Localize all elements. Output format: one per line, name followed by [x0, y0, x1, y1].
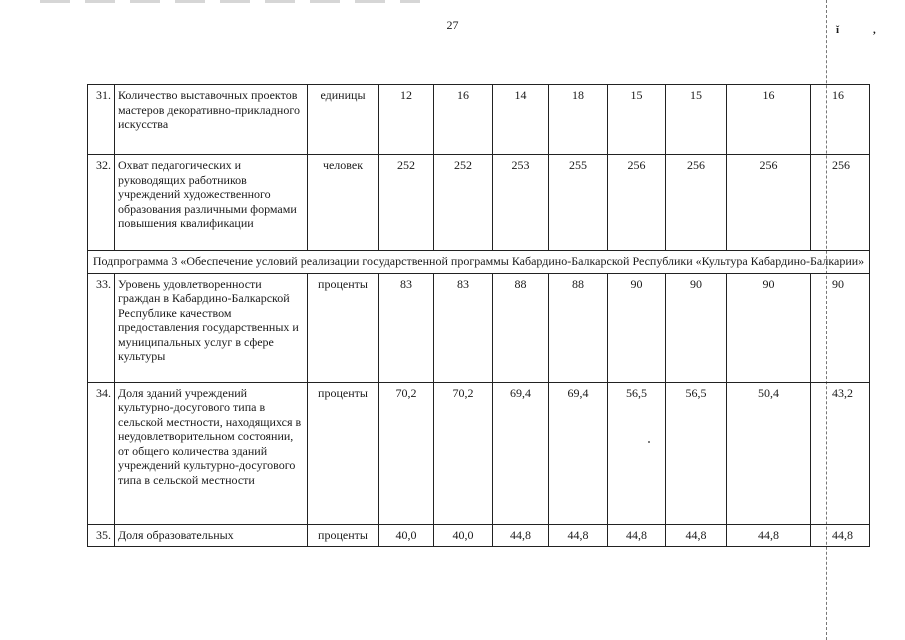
value-cell: 15 [608, 85, 666, 155]
value-cell: 90 [666, 273, 727, 382]
subprogram-heading: Подпрограмма 3 «Обеспечение условий реализации государственной программы Кабардино-Балкарской Республики «Культура Кабардино-Балкарии» [88, 251, 870, 274]
value-cell: 12 [379, 85, 434, 155]
value-cell: 14 [493, 85, 549, 155]
value-cell: 40,0 [434, 524, 493, 547]
row-number: 33. [88, 273, 115, 382]
corner-mark: ǐ [836, 24, 840, 36]
value-cell: 70,2 [434, 382, 493, 524]
value-cell: 18 [549, 85, 608, 155]
value-cell: 44,8 [727, 524, 811, 547]
value-cell: 253 [493, 155, 549, 251]
unit-cell: единицы [308, 85, 379, 155]
value-cell: 256 [666, 155, 727, 251]
value-cell: 69,4 [549, 382, 608, 524]
value-cell: 50,4 [727, 382, 811, 524]
value-cell: 15 [666, 85, 727, 155]
value-cell: 69,4 [493, 382, 549, 524]
value-cell: 88 [493, 273, 549, 382]
corner-mark: , [873, 24, 876, 36]
indicator-name: Количество выставочных проектов мастеров декоративно-прикладного искусства [115, 85, 308, 155]
value-cell: 40,0 [379, 524, 434, 547]
unit-cell: человек [308, 155, 379, 251]
value-cell: 90 [811, 273, 870, 382]
indicator-name: Доля зданий учреждений культурно-досугового типа в сельской местности, находящихся в неудовлетворительном состоянии, от общего количества зданий учреждений культурно-досугового типа в сельской местности [115, 382, 308, 524]
value-cell: 56,5 [608, 382, 666, 524]
scan-artifact [40, 0, 420, 3]
value-cell: 16 [811, 85, 870, 155]
value-cell: 44,8 [811, 524, 870, 547]
value-cell: 43,2 [811, 382, 870, 524]
value-cell: 16 [727, 85, 811, 155]
value-cell: 44,8 [493, 524, 549, 547]
row-number: 32. [88, 155, 115, 251]
indicators-table [87, 84, 870, 547]
table-row [88, 85, 870, 155]
unit-cell: проценты [308, 273, 379, 382]
value-cell: 256 [608, 155, 666, 251]
page-number: 27 [446, 18, 459, 32]
scan-speck [648, 441, 650, 443]
value-cell: 252 [379, 155, 434, 251]
value-cell: 255 [549, 155, 608, 251]
value-cell: 56,5 [666, 382, 727, 524]
value-cell: 44,8 [666, 524, 727, 547]
unit-cell: проценты [308, 524, 379, 547]
value-cell: 83 [434, 273, 493, 382]
table-row [88, 382, 870, 524]
value-cell: 16 [434, 85, 493, 155]
indicator-name: Уровень удовлетворенности граждан в Кабардино-Балкарской Республике качеством предоставления государственных и муниципальных услуг в сфере культуры [115, 273, 308, 382]
value-cell: 90 [608, 273, 666, 382]
indicator-name: Охват педагогических и руководящих работников учреждений художественного образования различными формами повышения квалификации [115, 155, 308, 251]
row-number: 31. [88, 85, 115, 155]
indicator-name: Доля образовательных [115, 524, 308, 547]
value-cell: 90 [727, 273, 811, 382]
row-number: 35. [88, 524, 115, 547]
value-cell: 88 [549, 273, 608, 382]
value-cell: 83 [379, 273, 434, 382]
table-row [88, 155, 870, 251]
table-row [88, 524, 870, 547]
value-cell: 256 [727, 155, 811, 251]
value-cell: 252 [434, 155, 493, 251]
value-cell: 256 [811, 155, 870, 251]
value-cell: 44,8 [608, 524, 666, 547]
table-row [88, 273, 870, 382]
value-cell: 70,2 [379, 382, 434, 524]
value-cell: 44,8 [549, 524, 608, 547]
subprogram-row [88, 251, 870, 274]
unit-cell: проценты [308, 382, 379, 524]
row-number: 34. [88, 382, 115, 524]
